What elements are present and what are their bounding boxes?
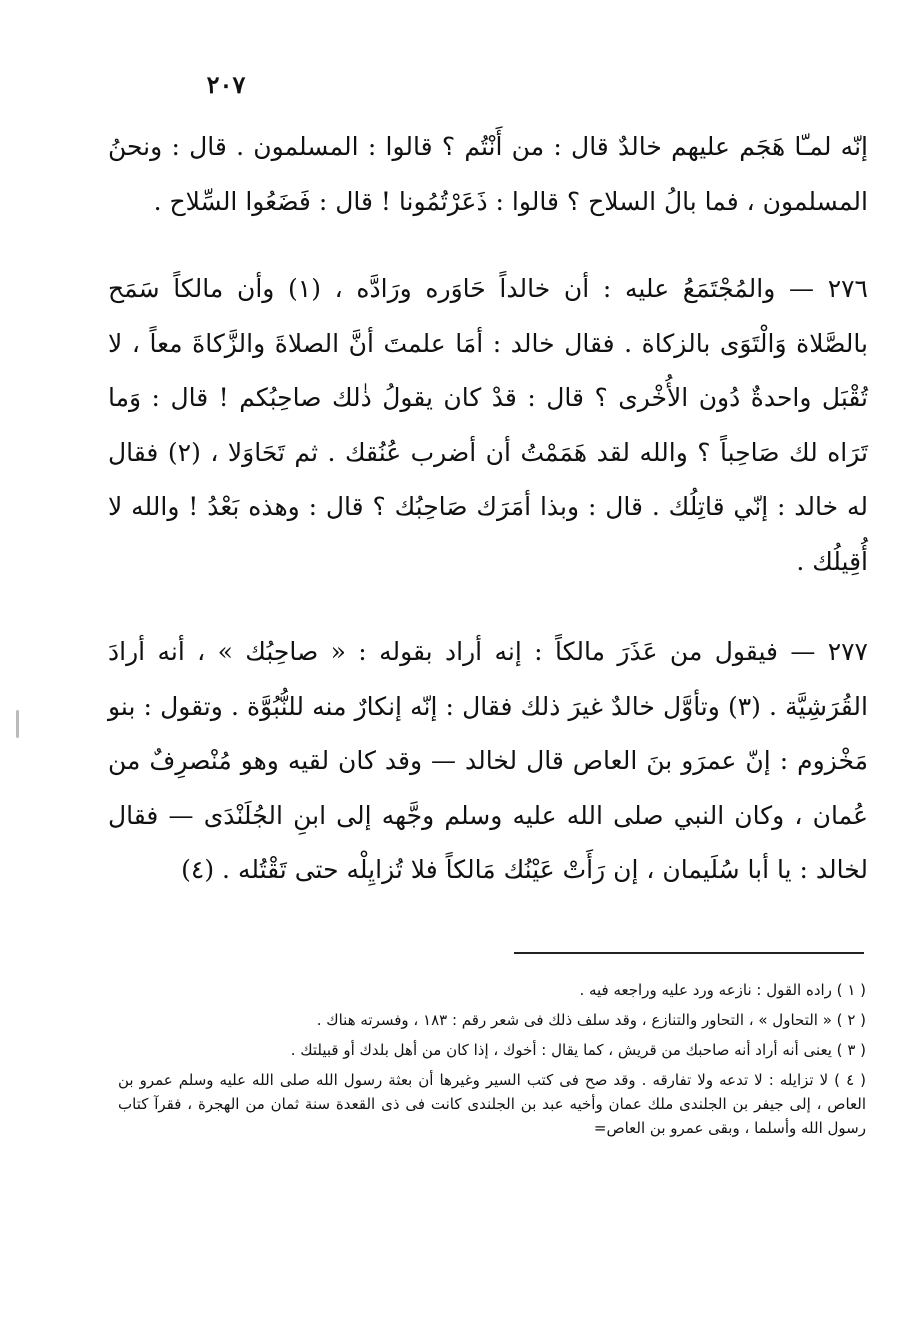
- footnote-3: ( ٣ ) يعنى أنه أراد أنه صاحبك من قريش ، كما يقال : أخوك ، إذا كان من أهل بلدك أو قبيلتك .: [290, 1041, 866, 1059]
- footnotes: [118, 978, 866, 1140]
- paragraph-1: [108, 120, 868, 229]
- footnote-separator: [514, 952, 864, 954]
- footnote-1: ( ١ ) راده القول : نازعه ورد عليه وراجعه فيه .: [579, 981, 866, 999]
- paragraph-text: ٢٧٧ — فيقول من عَذَرَ مالكاً : إنه أراد بقوله : « صاحِبُك » ، أنه أرادَ القُرَشِيَّة . (٣) وتأوَّل خالدٌ غيرَ ذلك فقال : إنّه إنكارٌ منه للنُّبُوَّة . وتقول : بنو مَخْزوم : إنّ عمرَو بنَ العاص قال لخالد — وقد كان لقيه وهو مُنْصرِفٌ من عُمان ، وكان النبي صلى الله عليه وسلم وجَّهه إلى ابنِ الجُلَنْدَى — فقال لخالد : يا أبا سُلَيمان ، إن رَأَتْ عَيْنُك مَالكاً فلا تُزايِلْه حتى تَقْتُله . (٤): [108, 637, 868, 884]
- footnote-4: ( ٤ ) لا تزايله : لا تدعه ولا تفارقه . وقد صح فى كتب السير وغيرها أن بعثة رسول الله صلى الله عليه وسلم عمرو بن العاص ، إلى جيفر بن الجلندى ملك عمان وأخيه عبد بن الجلندى كانت فى ذى القعدة سنة ثمان من الهجرة ، فقرآ كتاب رسول الله وأسلما ، وبقى عمرو بن العاص=: [118, 1071, 866, 1137]
- footnote-2: ( ٢ ) « التحاول » ، التحاور والتنازع ، وقد سلف ذلك فى شعر رقم : ١٨٣ ، وفسرته هناك .: [316, 1011, 866, 1029]
- paragraph-text: إنّه لمـّا هَجَم عليهم خالدٌ قال : من أَنْتُم ؟ قالوا : المسلمون . قال : ونحنُ المسلمون ، فما بالُ السلاح ؟ قالوا : ذَعَرْتُمُونا ! قال : فَضَعُوا السِّلاح .: [108, 132, 868, 216]
- page-number: ٢٠٧: [206, 70, 246, 99]
- scan-margin-mark: [16, 710, 19, 738]
- paragraph-277: [108, 625, 868, 898]
- paragraph-text: ٢٧٦ — والمُجْتَمَعُ عليه : أن خالداً حَاوَره ورَادَّه ، (١) وأن مالكاً سَمَح بالصَّلاة وَالْتَوَى بالزكاة . فقال خالد : أمَا علمتَ أنَّ الصلاةَ والزَّكاةَ معاً ، لا تُقْبَل واحدةٌ دُون الأُخْرى ؟ قال : قدْ كان يقولُ ذٰلك صاحِبُكم ! قال : وَما تَرَاه لك صَاحِباً ؟ والله لقد هَمَمْتُ أن أضرب عُنُقك . ثم تَحَاوَلا ، (٢) فقال له خالد : إنّي قاتِلُك . قال : وبذا أمَرَك صَاحِبُك ؟ قال : وهذه بَعْدُ ! والله لا أُقِيلُك .: [108, 274, 868, 576]
- paragraph-276: [108, 262, 868, 589]
